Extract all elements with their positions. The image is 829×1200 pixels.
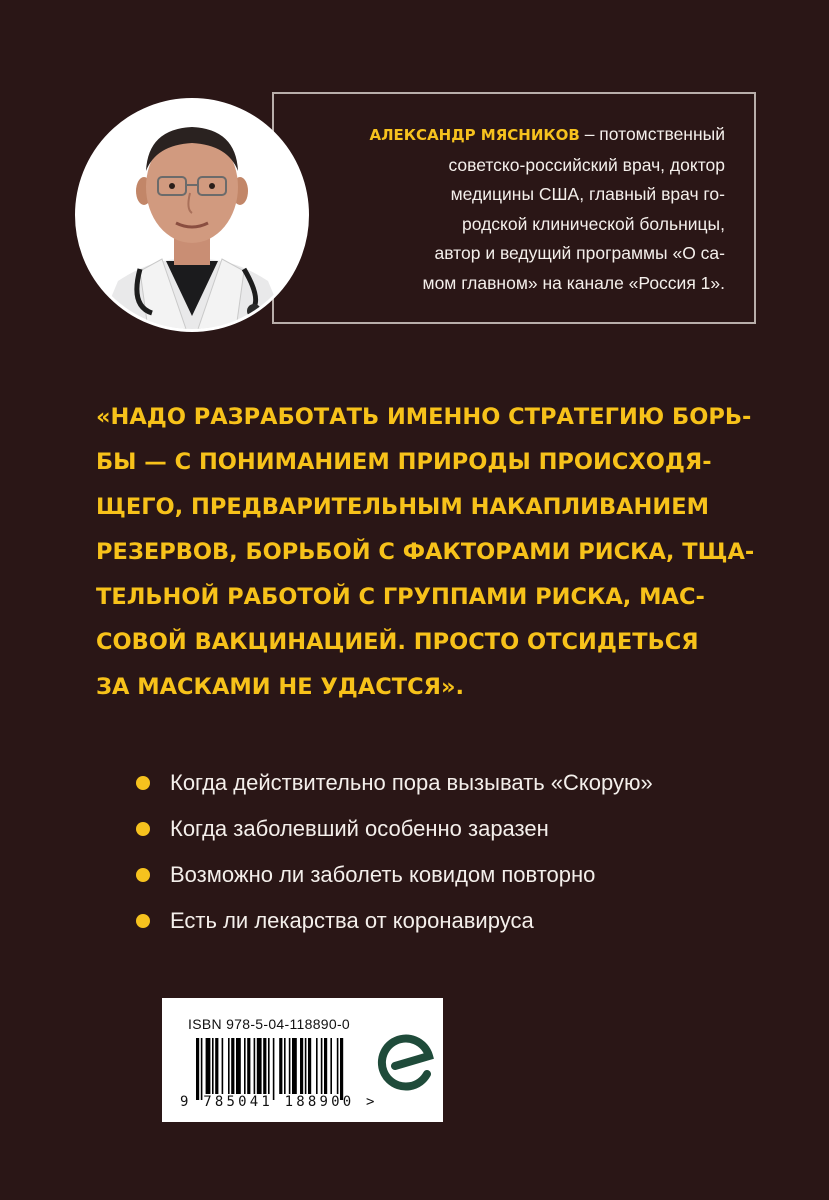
- barcode-bar: [289, 1038, 291, 1094]
- barcode-bar: [196, 1038, 199, 1100]
- barcode-bar: [228, 1038, 230, 1094]
- bullet-dot-icon: [136, 822, 150, 836]
- barcode-bar: [215, 1038, 218, 1094]
- barcode-bar: [244, 1038, 246, 1094]
- barcode-bar: [247, 1038, 250, 1094]
- barcode-bar: [254, 1038, 256, 1094]
- bullet-dot-icon: [136, 914, 150, 928]
- author-portrait: [75, 98, 309, 332]
- list-item: Когда действительно пора вызывать «Скорую»: [136, 760, 653, 806]
- barcode-bar: [268, 1038, 270, 1094]
- bio-line: автор и ведущий программы «О са-: [434, 243, 725, 263]
- bullet-dot-icon: [136, 868, 150, 882]
- bullet-dot-icon: [136, 776, 150, 790]
- barcode-bar: [300, 1038, 303, 1094]
- author-bio: [330, 120, 725, 298]
- barcode-bar: [231, 1038, 234, 1094]
- barcode-bar: [279, 1038, 282, 1094]
- portrait-photo: [78, 101, 306, 329]
- bio-line: мом главном» на канале «Россия 1».: [422, 272, 725, 293]
- topic-list: [136, 760, 653, 944]
- barcode-bar: [337, 1038, 339, 1094]
- barcode-bar: [330, 1038, 332, 1094]
- barcode-bar: [321, 1038, 323, 1094]
- bio-line: АЛЕКСАНДР МЯСНИКОВ – потомственный: [369, 124, 725, 144]
- barcode-bar: [212, 1038, 214, 1094]
- quote-line: РЕЗЕРВОВ, БОРЬБОЙ С ФАКТОРАМИ РИСКА, ТЩА-: [96, 539, 755, 565]
- quote-line: ЩЕГО, ПРЕДВАРИТЕЛЬНЫМ НАКАПЛИВАНИЕМ: [96, 494, 709, 520]
- barcode-bar: [305, 1038, 307, 1094]
- quote-line: «НАДО РАЗРАБОТАТЬ ИМЕННО СТРАТЕГИЮ БОРЬ-: [96, 404, 752, 430]
- barcode-bar: [308, 1038, 311, 1094]
- barcode-bar: [206, 1038, 211, 1094]
- bio-line: родской клинической больницы,: [462, 213, 725, 234]
- quote-line: ЗА МАСКАМИ НЕ УДАСТСЯ».: [96, 674, 465, 700]
- isbn-digits: 9 785041 188900 >: [180, 1094, 378, 1110]
- barcode-bar: [263, 1038, 266, 1094]
- list-item: Есть ли лекарства от коронавируса: [136, 898, 653, 944]
- isbn-label: ISBN 978-5-04-118890-0: [188, 1016, 350, 1032]
- barcode-bar: [273, 1038, 275, 1100]
- barcode-bar: [222, 1038, 224, 1094]
- quote-line: БЫ — С ПОНИМАНИЕМ ПРИРОДЫ ПРОИСХОДЯ-: [96, 449, 712, 475]
- quote-line: ТЕЛЬНОЙ РАБОТОЙ С ГРУППАМИ РИСКА, МАС-: [96, 584, 705, 610]
- list-item: Возможно ли заболеть ковидом повторно: [136, 852, 653, 898]
- quote-line: СОВОЙ ВАКЦИНАЦИЕЙ. ПРОСТО ОТСИДЕТЬСЯ: [96, 629, 699, 655]
- barcode-bar: [340, 1038, 343, 1100]
- barcode-bar: [284, 1038, 286, 1094]
- barcode-bar: [324, 1038, 327, 1094]
- barcode-bar: [316, 1038, 318, 1094]
- barcode-bar: [257, 1038, 262, 1094]
- bio-line: советско-российский врач, доктор: [448, 154, 725, 175]
- pull-quote: [96, 395, 756, 710]
- barcode-bar: [201, 1038, 203, 1100]
- bio-line: медицины США, главный врач го-: [450, 184, 725, 204]
- barcode-bar: [292, 1038, 297, 1094]
- barcode-bar: [236, 1038, 241, 1094]
- list-item: Когда заболевший особенно заразен: [136, 806, 653, 852]
- author-name: АЛЕКСАНДР МЯСНИКОВ: [369, 126, 580, 144]
- publisher-logo-icon: [375, 1032, 439, 1096]
